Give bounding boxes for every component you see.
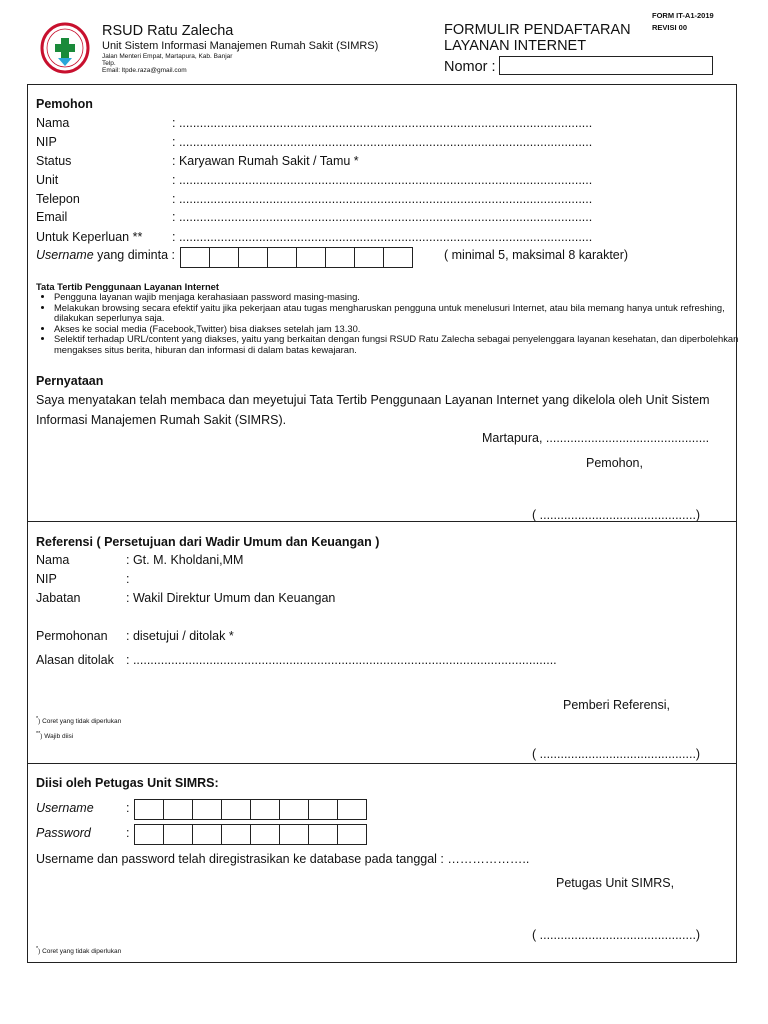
- rule-item: • Selektif terhadap URL/content yang diakses, yaitu yang berkaitan dengan fungsi RSUD Ratu Zalecha sebagai penyelenggara layanan kesehatan, dan diperbolehkan mengakses situs berita, hiburan dan informasi di dalam batas kewajaran.: [54, 334, 754, 355]
- char-cell[interactable]: [279, 799, 309, 820]
- rules-list: [36, 292, 754, 355]
- ref-value-nama: : Gt. M. Kholdani,MM: [126, 553, 244, 567]
- nomor-label: Nomor :: [444, 59, 496, 75]
- char-cell[interactable]: [221, 799, 251, 820]
- char-cell[interactable]: [250, 824, 280, 845]
- char-cell[interactable]: [354, 247, 384, 268]
- username-label-rest: yang diminta :: [93, 248, 175, 262]
- pernyataan-title: Pernyataan: [36, 374, 104, 388]
- form-title-line-2: LAYANAN INTERNET: [444, 38, 587, 54]
- field-label-email: Email: [36, 210, 68, 224]
- char-cell[interactable]: [192, 824, 222, 845]
- char-cell[interactable]: [325, 247, 355, 268]
- rule-item: • Pengguna layanan wajib menjaga kerahasiaan password masing-masing.: [54, 292, 754, 303]
- char-cell[interactable]: [192, 799, 222, 820]
- field-label-unit: Unit: [36, 173, 59, 187]
- field-value-telepon[interactable]: : .......................................................................................................................: [172, 192, 593, 206]
- unit-name: Unit Sistem Informasi Manajemen Rumah Sakit (SIMRS): [102, 40, 379, 52]
- pernyataan-text-1: Saya menyatakan telah membaca dan meyetujui Tata Tertib Penggunaan Layanan Internet yang dikelola oleh Unit Sistem: [36, 393, 710, 407]
- field-label-nip: NIP: [36, 135, 57, 149]
- note-mark: *: [36, 946, 39, 952]
- permohonan-value[interactable]: : disetujui / ditolak *: [126, 629, 234, 643]
- pemohon-title: Pemohon: [36, 97, 93, 111]
- char-cell[interactable]: [221, 824, 251, 845]
- field-label-nama: Nama: [36, 116, 70, 130]
- petugas-title: Diisi oleh Petugas Unit SIMRS:: [36, 776, 219, 790]
- petugas-note: [36, 946, 121, 955]
- username-hint: ( minimal 5, maksimal 8 karakter): [444, 248, 629, 262]
- place-date[interactable]: Martapura, ...............................................: [482, 431, 710, 445]
- email: Email: ltpde.raza@gmail.com: [102, 67, 187, 74]
- field-value-nip[interactable]: : .......................................................................................................................: [172, 135, 593, 149]
- petugas-password-cells[interactable]: [134, 824, 366, 845]
- hospital-logo-icon: [40, 22, 90, 74]
- field-value-nama[interactable]: : .......................................................................................................................: [172, 116, 593, 130]
- char-cell[interactable]: [383, 247, 413, 268]
- char-cell[interactable]: [163, 799, 193, 820]
- pemohon-signer-role: Pemohon,: [586, 456, 643, 470]
- char-cell[interactable]: [337, 824, 367, 845]
- field-value-keperluan[interactable]: : .......................................................................................................................: [172, 230, 593, 244]
- pemohon-signature-line[interactable]: ( .............................................): [532, 508, 701, 522]
- ref-value-nip[interactable]: :: [126, 572, 130, 586]
- char-cell[interactable]: [163, 824, 193, 845]
- note-mark: **: [36, 731, 41, 737]
- rule-item: • Akses ke social media (Facebook,Twitter) bisa diakses setelah jam 13.30.: [54, 324, 754, 335]
- alasan-label: Alasan ditolak: [36, 653, 114, 667]
- pernyataan-text-2: Informasi Manajemen Rumah Sakit (SIMRS).: [36, 413, 287, 427]
- note-mark: *: [36, 716, 39, 722]
- ref-value-jabatan: : Wakil Direktur Umum dan Keuangan: [126, 591, 336, 605]
- org-name: RSUD Ratu Zalecha: [102, 23, 234, 39]
- field-value-status[interactable]: : Karyawan Rumah Sakit / Tamu *: [172, 154, 359, 168]
- petugas-signer-role: Petugas Unit SIMRS,: [556, 876, 675, 890]
- field-value-email[interactable]: : .......................................................................................................................: [172, 210, 593, 224]
- rule-item: • Melakukan browsing secara efektif yaitu jika pekerjaan atau tugas mengharuskan pengguna untuk menelusuri Internet, atau bila memang hanya untuk refreshing, dilakukan seperlunya saja.: [54, 303, 754, 324]
- field-label-keperluan: Untuk Keperluan **: [36, 230, 143, 244]
- alasan-value[interactable]: : ..........................................................................................................................: [126, 653, 557, 667]
- username-label-italic: Username: [36, 248, 94, 262]
- note-text: ) Coret yang tidak diperlukan: [38, 718, 122, 726]
- revision: REVISI 00: [652, 23, 688, 32]
- char-cell[interactable]: [134, 824, 164, 845]
- phone: Telp.: [102, 60, 116, 67]
- petugas-username-cells[interactable]: [134, 799, 366, 820]
- char-cell[interactable]: [267, 247, 297, 268]
- rules-title: Tata Tertib Penggunaan Layanan Internet: [36, 281, 220, 292]
- petugas-username-label: Username: [36, 801, 94, 815]
- char-cell[interactable]: [180, 247, 210, 268]
- char-cell[interactable]: [279, 824, 309, 845]
- ref-signature-line[interactable]: ( .............................................): [532, 747, 701, 761]
- ref-label-nama: Nama: [36, 553, 70, 567]
- petugas-password-label: Password: [36, 826, 91, 840]
- form-code: FORM IT-A1-2019: [652, 11, 714, 20]
- char-cell[interactable]: [250, 799, 280, 820]
- ref-note-1: [36, 716, 121, 725]
- hospital-logo: [40, 22, 90, 74]
- field-value-unit[interactable]: : .......................................................................................................................: [172, 173, 593, 187]
- form-title-line-1: FORMULIR PENDAFTARAN: [444, 22, 631, 38]
- note-text: ) Coret yang tidak diperlukan: [38, 948, 122, 956]
- char-cell[interactable]: [238, 247, 268, 268]
- ref-label-nip: NIP: [36, 572, 57, 586]
- username-request-label: [36, 248, 175, 262]
- referensi-title: Referensi ( Persetujuan dari Wadir Umum dan Keuangan ): [36, 535, 380, 549]
- ref-signer-role: Pemberi Referensi,: [563, 698, 670, 712]
- address: Jalan Menteri Empat, Martapura, Kab. Banjar: [102, 53, 233, 60]
- permohonan-label: Permohonan: [36, 629, 108, 643]
- field-label-status: Status: [36, 154, 72, 168]
- char-cell[interactable]: [337, 799, 367, 820]
- field-label-telepon: Telepon: [36, 192, 80, 206]
- petugas-signature-line[interactable]: ( .............................................): [532, 928, 701, 942]
- username-request-cells[interactable]: [180, 247, 412, 268]
- note-text: ) Wajib diisi: [40, 733, 74, 741]
- ref-label-jabatan: Jabatan: [36, 591, 81, 605]
- registered-text: Username dan password telah diregistrasikan ke database pada tanggal : ………………..: [36, 852, 530, 866]
- petugas-username-colon: :: [126, 801, 130, 815]
- char-cell[interactable]: [308, 799, 338, 820]
- ref-note-2: [36, 731, 73, 740]
- char-cell[interactable]: [296, 247, 326, 268]
- char-cell[interactable]: [308, 824, 338, 845]
- nomor-input[interactable]: [499, 56, 713, 75]
- char-cell[interactable]: [134, 799, 164, 820]
- petugas-password-colon: :: [126, 826, 130, 840]
- char-cell[interactable]: [209, 247, 239, 268]
